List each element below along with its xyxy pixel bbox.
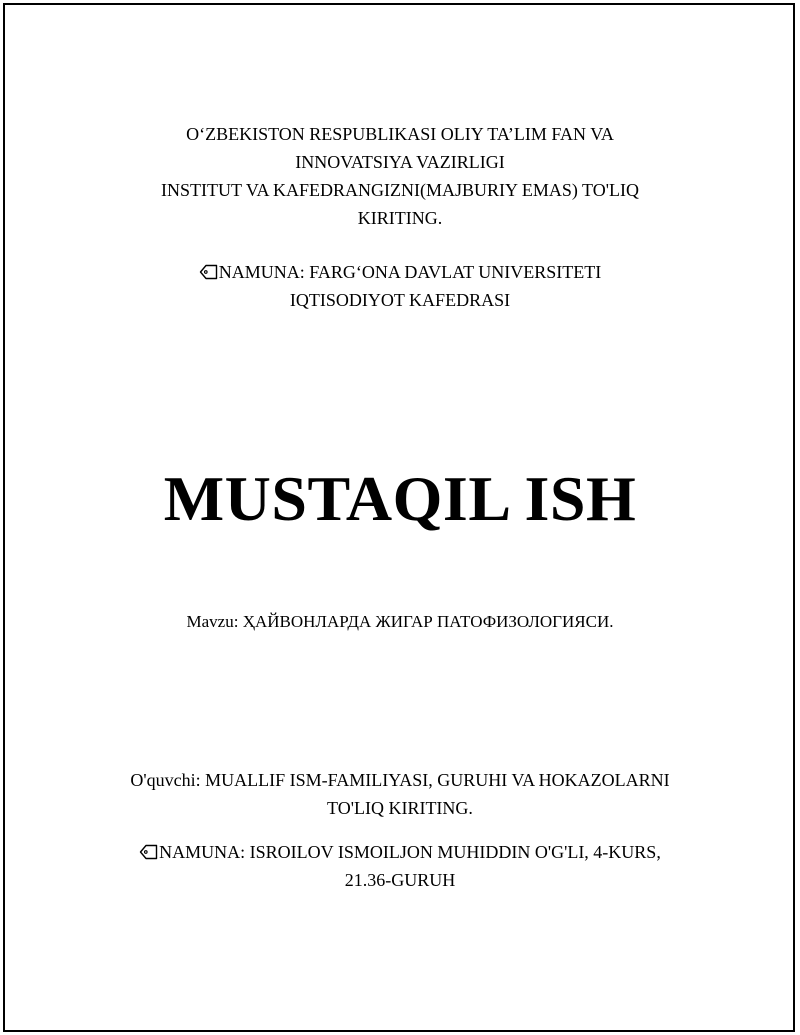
student-sample-text: NAMUNA: ISROILOV ISMOILJON MUHIDDIN O'G'LI, 4-KURS, [159,842,661,862]
header-line-1: O‘ZBEKISTON RESPUBLIKASI OLIY TA’LIM FAN VA [186,124,614,144]
title-block [0,458,800,540]
header-line-4: KIRITING. [357,208,443,228]
topic-label: Mavzu: [186,612,243,631]
student-sample-line-1 [0,838,800,866]
header-line-2: INNOVATSIYA VAZIRLIGI [295,152,505,172]
institution-sample-text: NAMUNA: FARG‘ONA DAVLAT UNIVERSITETI [218,262,602,282]
student-text: MUALLIF ISM-FAMILIYASI, GURUHI VA HOKAZOLARNI [205,770,670,790]
topic-line [0,608,800,636]
tag-icon [199,264,218,280]
institution-sample [0,258,800,314]
header-line-3: INSTITUT VA KAFEDRANGIZNI(MAJBURIY EMAS) TO'LIQ [161,180,639,200]
topic-block [0,608,800,636]
institution-sample-line-1 [0,258,800,286]
student-sample [0,838,800,894]
student-block [0,766,800,822]
student-line-2: TO'LIQ KIRITING. [327,798,473,818]
student-line-1 [0,766,800,794]
institution-header [0,120,800,232]
student-label: O'quvchi: [130,770,206,790]
topic-value: ҲАЙВОНЛАРДА ЖИГАР ПАТОФИЗОЛОГИЯСИ. [242,612,614,631]
institution-sample-line-2: IQTISODIYOT KAFEDRASI [289,290,511,310]
student-sample-line-2: 21.36-GURUH [344,870,456,890]
page-title: MUSTAQIL ISH [163,463,637,534]
tag-icon [139,844,158,860]
